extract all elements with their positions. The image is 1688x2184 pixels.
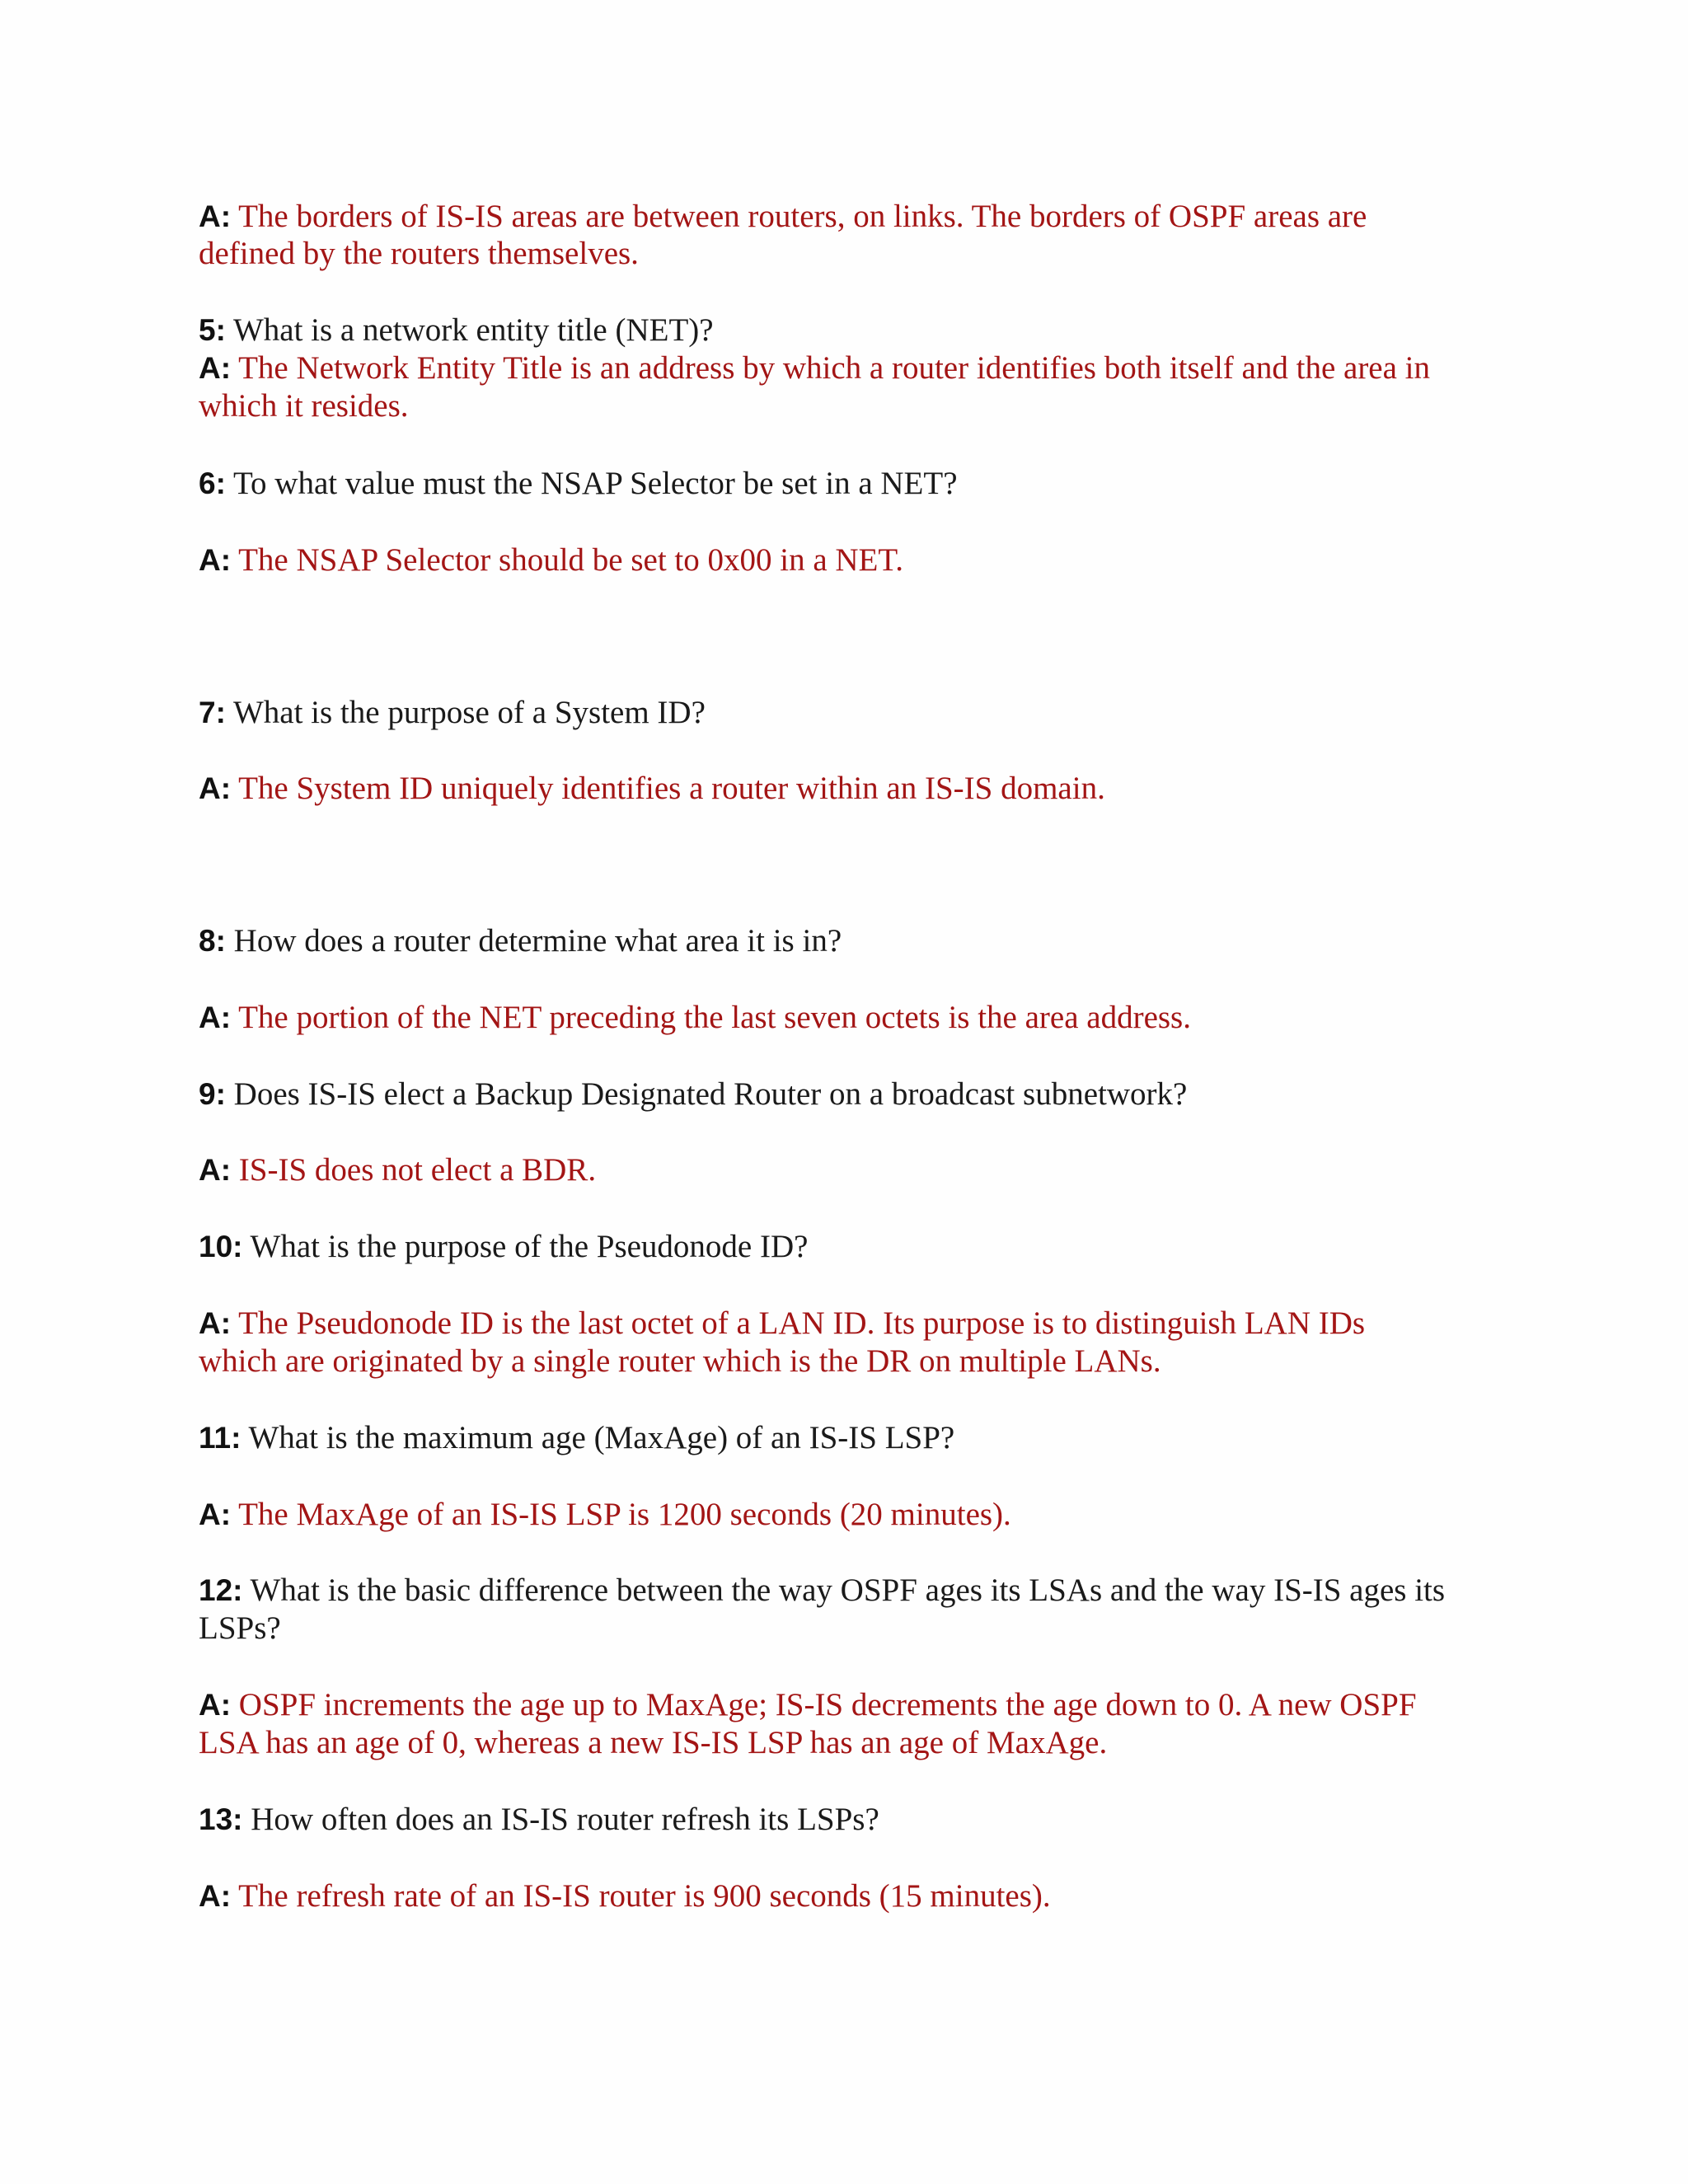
answer-text: The portion of the NET preceding the last seven octets is the area address. [238,1000,1191,1035]
answer-line [199,1343,1161,1380]
answer-text: IS-IS does not elect a BDR. [238,1152,597,1188]
answer-line [199,1724,1107,1762]
question-text: What is a network entity title (NET)? [232,312,714,348]
question-text: How often does an IS-IS router refresh its LSPs? [251,1802,879,1837]
answer-text: The MaxAge of an IS-IS LSP is 1200 seconds (20 minutes). [238,1497,1011,1532]
answer-text: which it resides. [199,388,409,424]
answer-line [199,1686,1417,1724]
answer-text: The Pseudonode ID is the last octet of a LAN ID. Its purpose is to distinguish LAN IDs [238,1305,1366,1341]
answer-label: A: [199,771,232,805]
question-text: LSPs? [199,1610,281,1646]
question-number: 10: [199,1230,243,1263]
answer-line [199,235,639,273]
answer-label: A: [199,1153,232,1187]
question-line [199,922,842,960]
question-number: 8: [199,924,226,958]
answer-text: The System ID uniquely identifies a router within an IS-IS domain. [238,771,1105,806]
question-text: What is the basic difference between the way OSPF ages its LSAs and the way IS-IS ages its [250,1572,1446,1608]
question-number: 11: [199,1421,241,1455]
answer-label: A: [199,543,232,577]
answer-line [199,1305,1365,1343]
question-number: 12: [199,1573,243,1607]
question-line [199,1610,281,1647]
question-line [199,465,958,503]
question-line [199,1419,954,1457]
question-number: 7: [199,696,226,729]
question-line [199,1228,808,1266]
question-line [199,312,714,349]
answer-line [199,1496,1011,1534]
question-line [199,1572,1445,1610]
answer-text: The refresh rate of an IS-IS router is 900 seconds (15 minutes). [238,1878,1051,1914]
answer-text: LSA has an age of 0, whereas a new IS-IS LSP has an age of MaxAge. [199,1725,1108,1760]
answer-line [199,770,1105,808]
question-line [199,694,706,732]
answer-text: defined by the routers themselves. [199,236,639,271]
answer-line [199,198,1367,236]
question-text: How does a router determine what area it is in? [233,923,842,958]
answer-text: OSPF increments the age up to MaxAge; IS-IS decrements the age down to 0. A new OSPF [238,1687,1417,1722]
question-text: What is the purpose of the Pseudonode ID? [250,1229,809,1264]
question-line [199,1076,1187,1113]
question-line [199,1801,879,1839]
question-text: What is the purpose of a System ID? [232,695,706,730]
answer-text: The Network Entity Title is an address by which a router identifies both itself and the area in [238,350,1431,386]
answer-label: A: [199,1688,232,1722]
answer-line [199,1877,1051,1915]
answer-line [199,387,409,425]
question-text: To what value must the NSAP Selector be set in a NET? [232,466,958,501]
question-number: 9: [199,1077,226,1111]
answer-text: The NSAP Selector should be set to 0x00 in a NET. [238,542,904,578]
question-number: 5: [199,313,226,347]
answer-text: which are originated by a single router which is the DR on multiple LANs. [199,1343,1161,1379]
answer-label: A: [199,1497,232,1531]
question-text: What is the maximum age (MaxAge) of an IS-IS LSP? [248,1420,955,1455]
answer-label: A: [199,351,232,385]
question-text: Does IS-IS elect a Backup Designated Router on a broadcast subnetwork? [233,1076,1188,1112]
question-number: 6: [199,466,226,500]
answer-label: A: [199,1001,232,1034]
answer-label: A: [199,199,232,233]
answer-line [199,999,1191,1037]
answer-line [199,349,1430,387]
answer-label: A: [199,1306,232,1340]
answer-line [199,1151,596,1189]
question-number: 13: [199,1802,243,1836]
answer-text: The borders of IS-IS areas are between routers, on links. The borders of OSPF areas are [238,199,1367,234]
answer-label: A: [199,1879,232,1913]
answer-line [199,541,903,579]
